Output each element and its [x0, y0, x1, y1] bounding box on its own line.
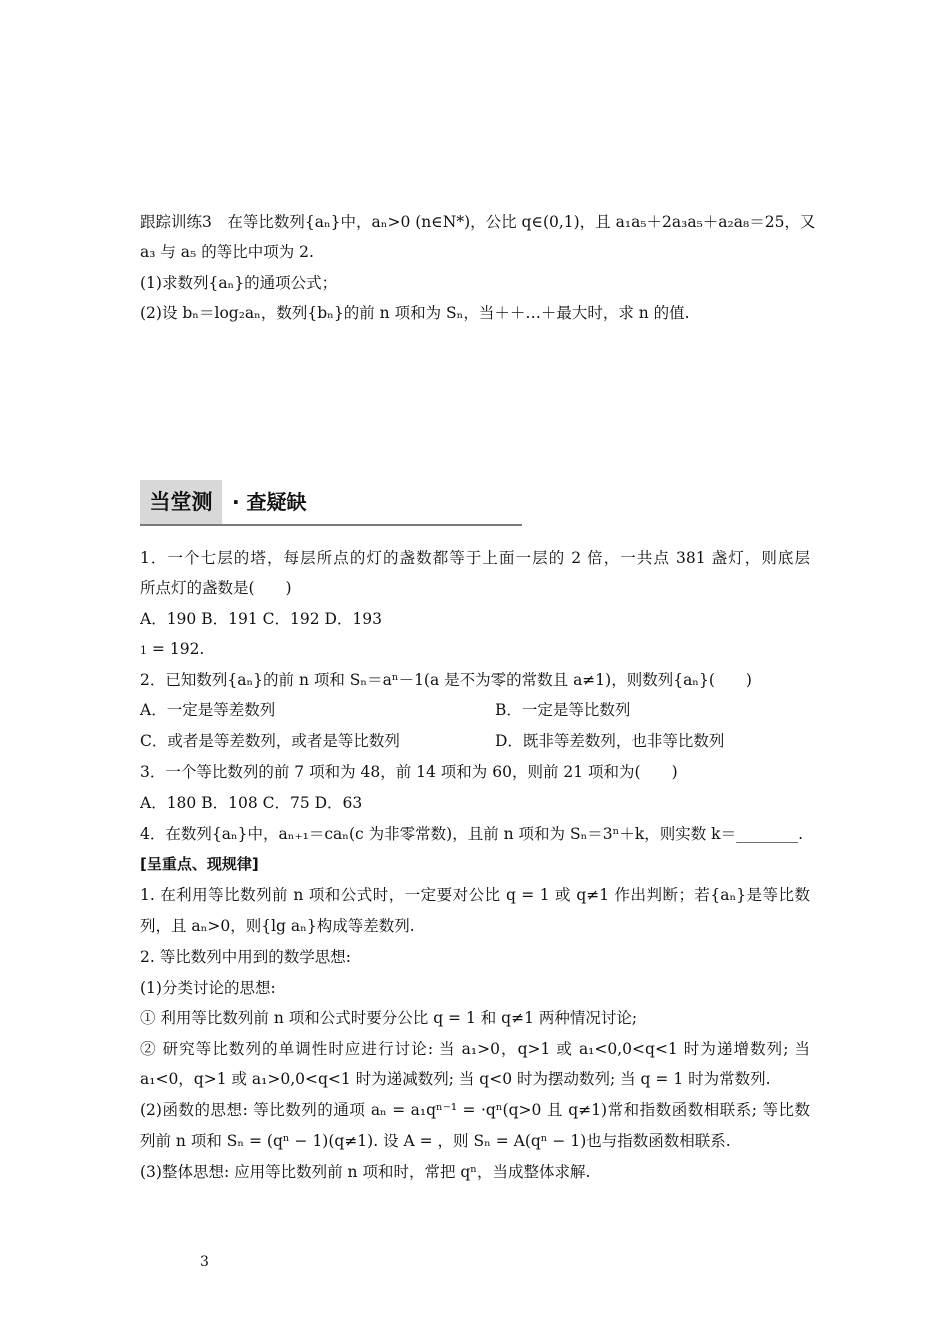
- q2-stem: 2．已知数列{aₙ}的前 n 项和 Sₙ＝aⁿ－1(a 是不为零的常数且 a≠1)，则数列{aₙ}( ): [140, 671, 752, 689]
- banner-title: 当堂测: [140, 480, 222, 524]
- q1-options: A．190 B．191 C．192 D．193: [140, 610, 382, 628]
- summary-p2-3: (3)整体思想: 应用等比数列前 n 项和时，常把 qⁿ，当成整体求解.: [140, 1163, 591, 1181]
- summary-p2-2-line-1: (2)函数的思想: 等比数列的通项 aₙ = a₁qⁿ⁻¹ = ·qⁿ(q>0 且 q≠1)常和指数函数相联系; 等比数: [140, 1101, 810, 1119]
- summary-p2: 2. 等比数列中用到的数学思想:: [140, 948, 351, 966]
- q2-row-1: [140, 700, 810, 720]
- q2-option-b: B．一定是等比数列: [495, 701, 631, 719]
- summary-p1-line-2: 列，且 aₙ>0，则{lg aₙ}构成等差数列.: [140, 917, 415, 935]
- summary-p2-1b-line-1: ② 研究等比数列的单调性时应进行讨论: 当 a₁>0，q>1 或 a₁<0,0<q<1 时为递增数列; 当: [140, 1040, 810, 1058]
- exercise-line-2: a₃ 与 a₅ 的等比中项为 2.: [140, 243, 314, 261]
- summary-p1-line-1: 1. 在利用等比数列前 n 项和公式时，一定要对公比 q = 1 或 q≠1 作出判断；若{aₙ}是等比数: [140, 886, 810, 904]
- q2-option-d: D．既非等差数列，也非等比数列: [495, 732, 725, 750]
- q4-stem: 4．在数列{aₙ}中，aₙ₊₁＝caₙ(c 为非零常数)，且前 n 项和为 Sₙ＝3ⁿ＋k，则实数 k＝________.: [140, 825, 803, 843]
- q1-note-text: = 192.: [147, 640, 205, 658]
- section-banner: [140, 480, 522, 526]
- page-number: 3: [200, 1254, 209, 1270]
- exercise-line-1: 跟踪训练3 在等比数列{aₙ}中，aₙ>0 (n∈N*)，公比 q∈(0,1)，且 a₁a₅＋2a₃a₅＋a₂a₈＝25，又: [140, 213, 816, 231]
- q1-line-1: 1．一个七层的塔，每层所点的灯的盏数都等于上面一层的 2 倍，一共点 381 盏灯，则底层: [140, 549, 810, 567]
- summary-heading: [140, 854, 810, 874]
- q1-note-sub: 1: [140, 644, 147, 657]
- q1-line-2: 所点灯的盏数是( ): [140, 579, 292, 597]
- banner-subtitle: · 查疑缺: [232, 490, 307, 514]
- q1-note: [140, 639, 810, 661]
- summary-heading-text: [呈重点、现规律]: [140, 855, 259, 873]
- q2-option-c: C．或者是等差数列，或者是等比数列: [140, 732, 400, 750]
- q3-options: A．180 B．108 C．75 D．63: [140, 794, 363, 812]
- summary-p2-1a: ① 利用等比数列前 n 项和公式时要分公比 q = 1 和 q≠1 两种情况讨论;: [140, 1009, 638, 1027]
- exercise-part-2: (2)设 bₙ＝log₂aₙ，数列{bₙ}的前 n 项和为 Sₙ，当＋＋…＋最大时，求 n 的值.: [140, 304, 690, 322]
- q3-stem: 3．一个等比数列的前 7 项和为 48，前 14 项和为 60，则前 21 项和为( ): [140, 763, 678, 781]
- q2-row-2: [140, 731, 810, 751]
- q2-option-a: A．一定是等差数列: [140, 701, 276, 719]
- exercise-part-1: (1)求数列{aₙ}的通项公式；: [140, 274, 338, 292]
- summary-p2-2-line-2: 列前 n 项和 Sₙ = (qⁿ − 1)(q≠1). 设 A = ，则 Sₙ = A(qⁿ − 1)也与指数函数相联系.: [140, 1132, 731, 1150]
- summary-p2-1: (1)分类讨论的思想:: [140, 979, 276, 997]
- summary-p2-1b-line-2: a₁<0，q>1 或 a₁>0,0<q<1 时为递减数列; 当 q<0 时为摆动数列; 当 q = 1 时为常数列.: [140, 1070, 771, 1088]
